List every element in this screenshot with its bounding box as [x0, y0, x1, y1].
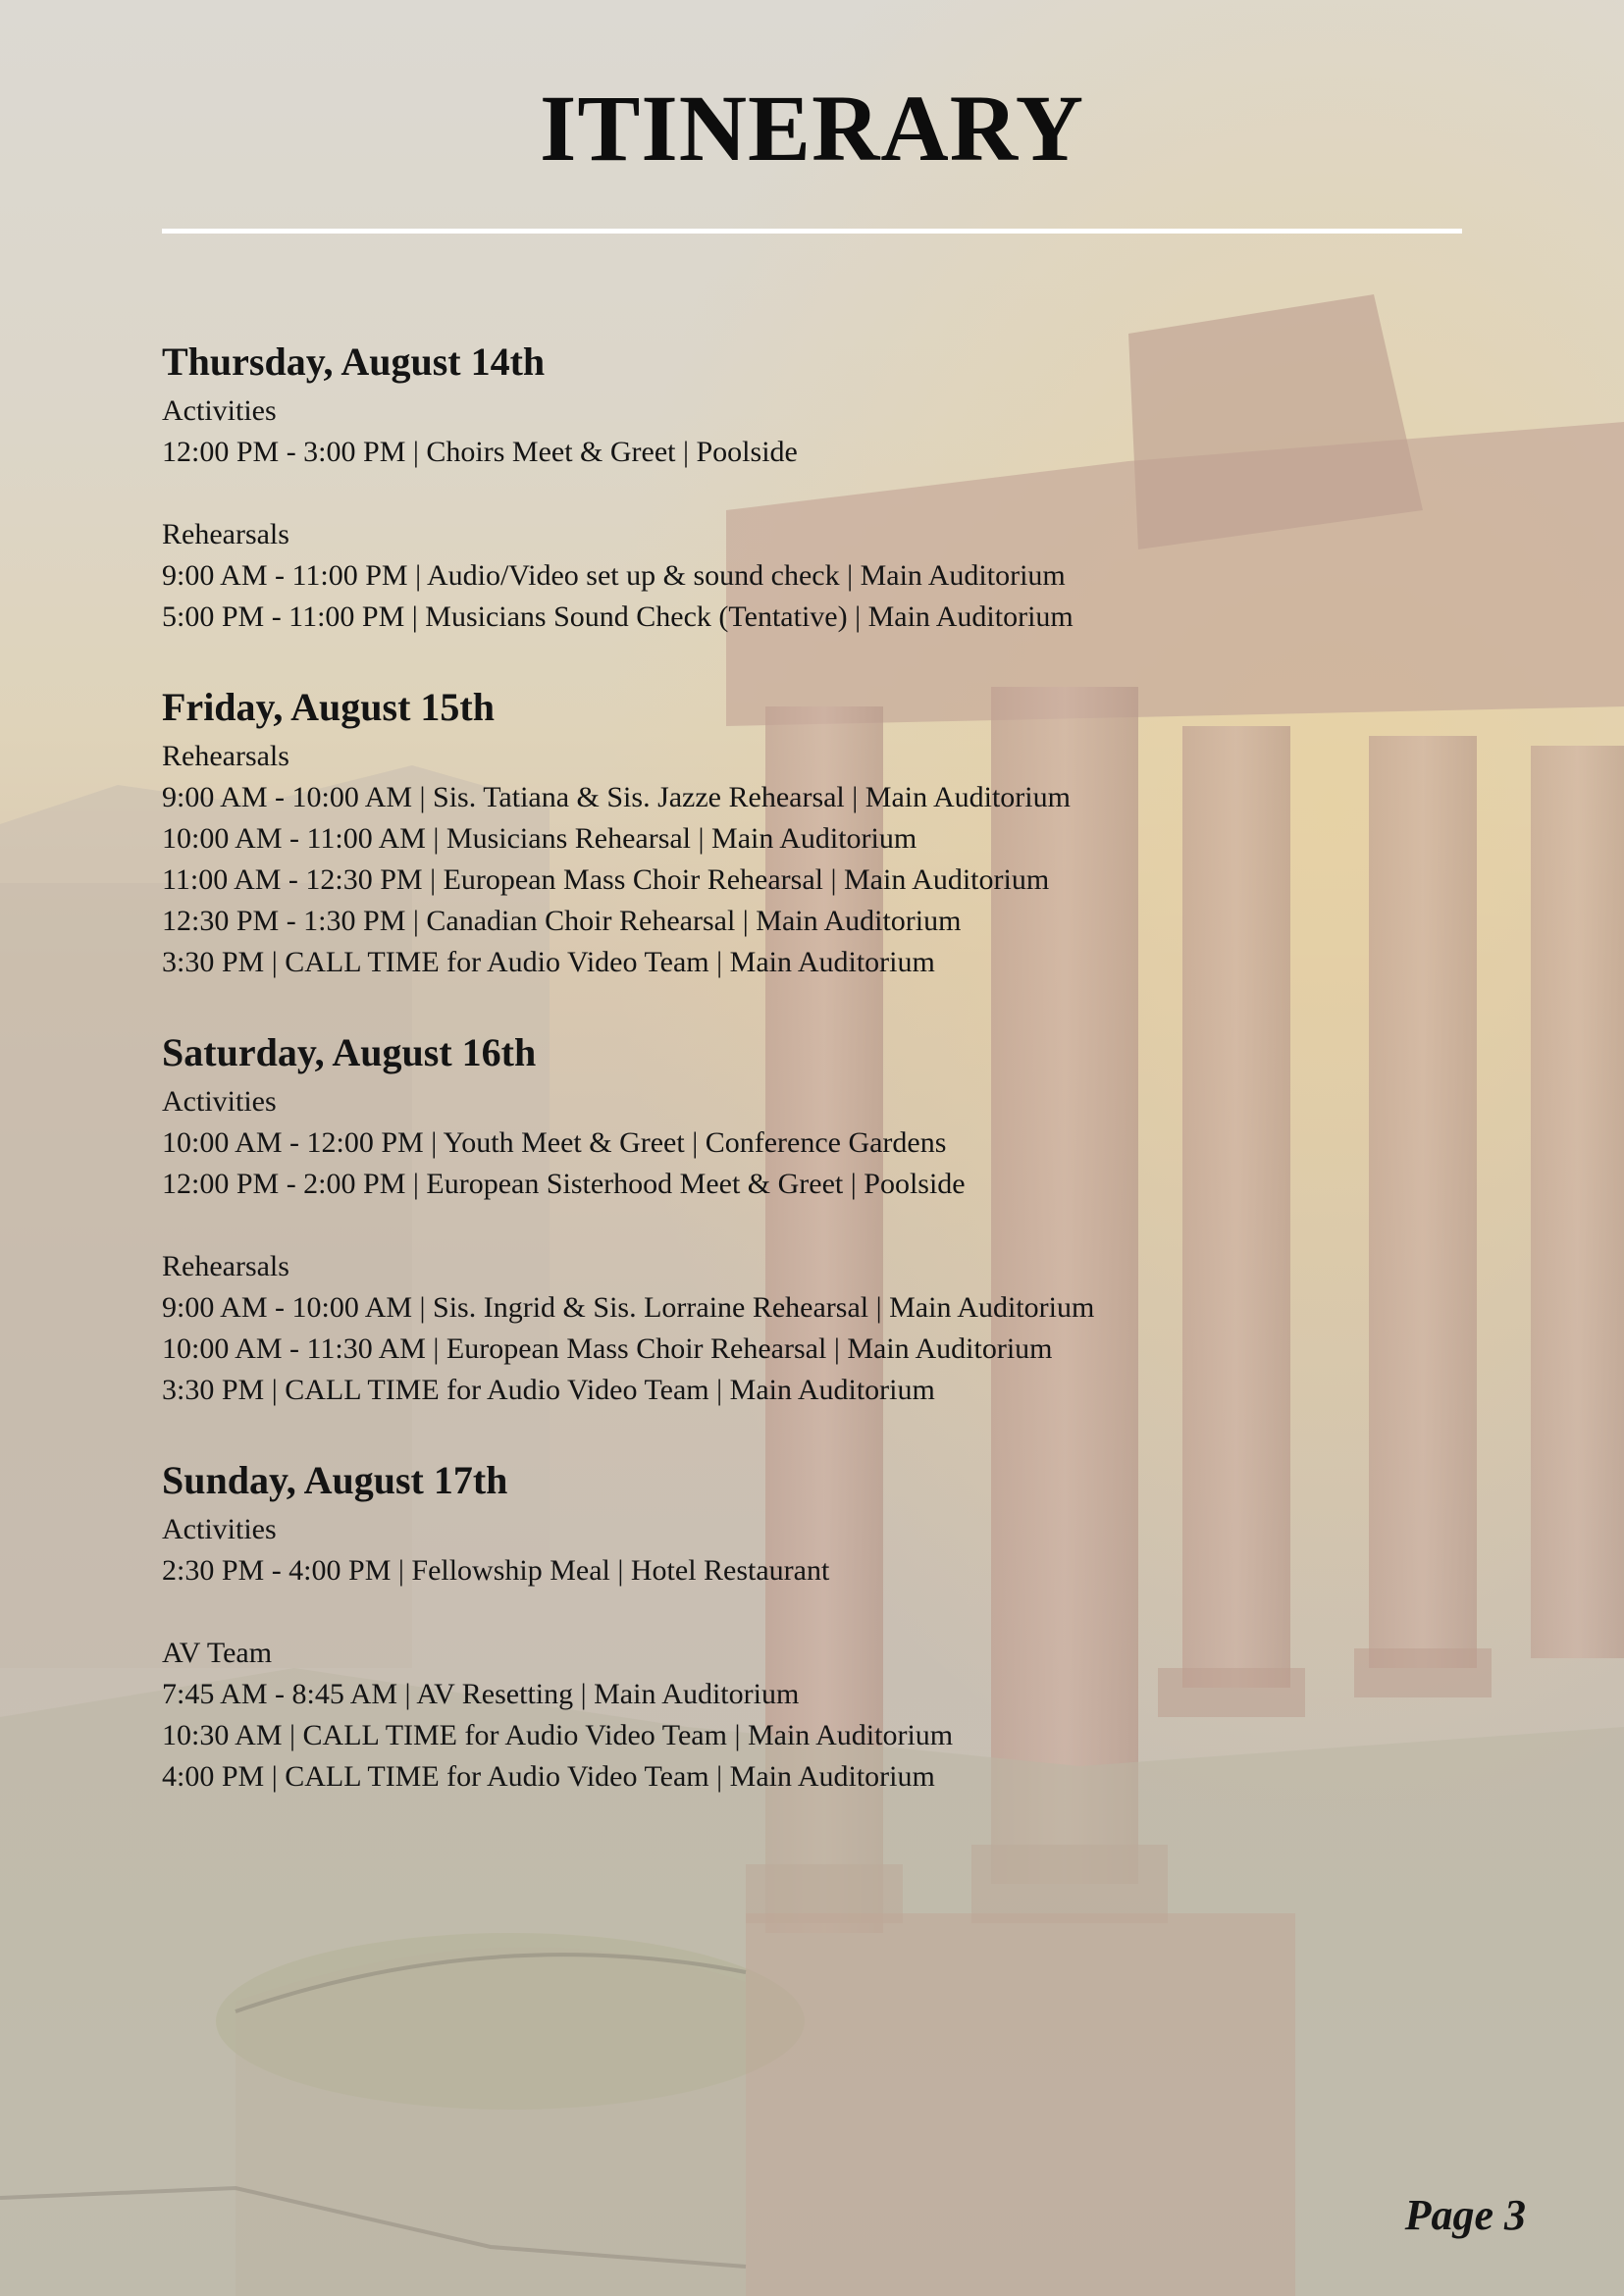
- group-label: Activities: [162, 1513, 277, 1545]
- schedule-item: 10:00 AM - 11:00 AM | Musicians Rehearsal | Main Auditorium: [162, 822, 917, 855]
- day-thursday: [162, 334, 1496, 638]
- day-friday: [162, 679, 1496, 983]
- schedule-item: 2:30 PM - 4:00 PM | Fellowship Meal | Hotel Restaurant: [162, 1554, 830, 1587]
- group-label: Activities: [162, 394, 277, 427]
- day-heading: Friday, August 15th: [162, 685, 495, 729]
- schedule-item: 11:00 AM - 12:30 PM | European Mass Choir Rehearsal | Main Auditorium: [162, 863, 1050, 896]
- day-heading: Sunday, August 17th: [162, 1458, 508, 1502]
- schedule-item: 9:00 AM - 10:00 AM | Sis. Tatiana & Sis. Jazze Rehearsal | Main Auditorium: [162, 781, 1071, 813]
- schedule-item: 3:30 PM | CALL TIME for Audio Video Team | Main Auditorium: [162, 1374, 935, 1406]
- schedule-item: 10:30 AM | CALL TIME for Audio Video Team | Main Auditorium: [162, 1719, 954, 1751]
- group-activities: [162, 1081, 1496, 1205]
- schedule-item: 10:00 AM - 11:30 AM | European Mass Choir Rehearsal | Main Auditorium: [162, 1332, 1053, 1365]
- group-activities: [162, 1509, 1496, 1592]
- group-rehearsals: [162, 736, 1496, 983]
- group-label: AV Team: [162, 1637, 273, 1669]
- schedule-item: 12:00 PM - 3:00 PM | Choirs Meet & Greet | Poolside: [162, 436, 798, 468]
- schedule-item: 12:30 PM - 1:30 PM | Canadian Choir Rehearsal | Main Auditorium: [162, 905, 962, 937]
- schedule-item: 9:00 AM - 11:00 PM | Audio/Video set up & sound check | Main Auditorium: [162, 559, 1066, 592]
- group-av-team: [162, 1633, 1496, 1798]
- group-label: Rehearsals: [162, 518, 289, 550]
- group-rehearsals: [162, 1246, 1496, 1411]
- day-saturday: [162, 1024, 1496, 1411]
- schedule-item: 9:00 AM - 10:00 AM | Sis. Ingrid & Sis. Lorraine Rehearsal | Main Auditorium: [162, 1291, 1095, 1324]
- schedule-item: 3:30 PM | CALL TIME for Audio Video Team | Main Auditorium: [162, 946, 935, 978]
- group-label: Activities: [162, 1085, 277, 1118]
- group-label: Rehearsals: [162, 740, 289, 772]
- day-heading: Thursday, August 14th: [162, 339, 546, 384]
- day-sunday: [162, 1452, 1496, 1798]
- group-rehearsals: [162, 514, 1496, 638]
- schedule-item: 12:00 PM - 2:00 PM | European Sisterhood Meet & Greet | Poolside: [162, 1168, 966, 1200]
- day-heading: Saturday, August 16th: [162, 1030, 537, 1074]
- schedule-item: 7:45 AM - 8:45 AM | AV Resetting | Main Auditorium: [162, 1678, 800, 1710]
- itinerary-list: [162, 334, 1496, 1798]
- title-divider: [162, 229, 1462, 234]
- schedule-item: 4:00 PM | CALL TIME for Audio Video Team | Main Auditorium: [162, 1760, 935, 1793]
- schedule-item: 5:00 PM - 11:00 PM | Musicians Sound Check (Tentative) | Main Auditorium: [162, 600, 1074, 633]
- schedule-item: 10:00 AM - 12:00 PM | Youth Meet & Greet | Conference Gardens: [162, 1126, 947, 1159]
- page-number: Page 3: [1404, 2191, 1526, 2239]
- group-label: Rehearsals: [162, 1250, 289, 1282]
- group-activities: [162, 391, 1496, 473]
- page-title: ITINERARY: [539, 76, 1085, 181]
